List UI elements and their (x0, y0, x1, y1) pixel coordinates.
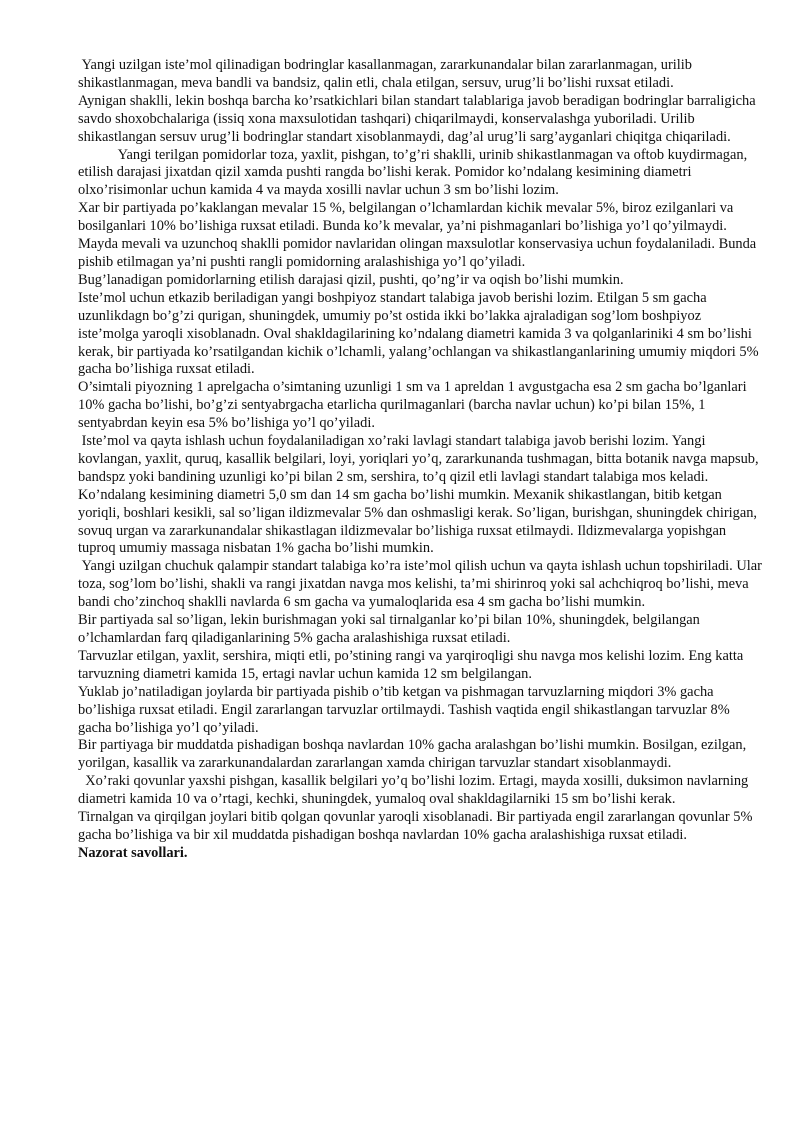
section-heading: Nazorat savollari. (78, 844, 188, 861)
paragraph: Tarvuzlar etilgan, yaxlit, sershira, miqti etli, po’stining rangi va yarqiroqligi shu navga mos kelishi lozim. Eng katta tarvuzning diametri kamida 15, ertagi navlar uchun kamida 12 sm belgilangan. (78, 647, 747, 682)
paragraph: Aynigan shaklli, lekin boshqa barcha ko’rsatkichlari bilan standart talablariga javob beradigan bodringlar barraligicha savdo shoxobchalariga (issiq xona maxsulotidan tashqari) chiqarilmaydi, konservalashga yuboriladi. Urilib shikastlangan sersuv urug’li bodringlar standart xisoblanmaydi, dag’al urug’li sarg’ayganlari chiqitga chiqariladi. (78, 92, 760, 145)
paragraph: Bug’lanadigan pomidorlarning etilish darajasi qizil, pushti, qo’ng’ir va oqish bo’lishi mumkin. (78, 271, 624, 288)
paragraph: Mayda mevali va uzunchoq shaklli pomidor navlaridan olingan maxsulotlar konservasiya uchun foydalaniladi. Bunda pishib etilmagan ya’ni pushti rangli pomidorning aralashishiga yo’l qo’yiladi. (78, 236, 760, 270)
paragraph: Yangi terilgan pomidorlar toza, yaxlit, pishgan, to’g’ri shaklli, urinib shikastlanmagan va oftob kuydirmagan, etilish darajasi jixatdan qizil xamda pushti rangda bo’lishi kerak. Pomidor ko’ndalang kesimining diametri olxo’risimonlar uchun kamida 4 va mayda xosilli navlar uchun 3 sm bo’lishi lozim. (78, 146, 751, 199)
paragraph: Xo’raki qovunlar yaxshi pishgan, kasallik belgilari yo’q bo’lishi lozim. Ertagi, mayda xosilli, duksimon navlarning diametri kamida 10 va o’rtagi, kechki, shuningdek, yumaloq oval shakldagilarniki 15 sm bo’lishi kerak. (78, 773, 752, 808)
paragraph: Bir partiyada sal so’ligan, lekin burishmagan yoki sal tirnalganlar ko’pi bilan 10%, shuningdek, belgilangan o’lchamlardan farq qiladiganlarining 5% gacha aralashishiga ruxsat etiladi. (78, 612, 704, 646)
paragraph: Xar bir partiyada po’kaklangan mevalar 15 %, belgilangan o’lchamlardan kichik mevalar 5%, biroz ezilganlari va bosilganlari 10% bo’lishiga ruxsat etiladi. Bunda ko’k mevalar, ya’ni pishmaganlari bo’lishiga yo’l qo’yilmaydi. (78, 200, 737, 235)
paragraph: Tirnalgan va qirqilgan joylari bitib qolgan qovunlar yaroqli xisoblanadi. Bir partiyada engil zararlangan qovunlar 5% gacha bo’lishiga va bir xil muddatda pishadigan boshqa navlardan 10% gacha aralashishiga ruxsat etiladi. (78, 809, 757, 843)
paragraph: Yangi uzilgan chuchuk qalampir standart talabiga ko’ra iste’mol qilish uchun va qayta ishlash uchun topshiriladi. Ular toza, sog’lom bo’lishi, shakli va rangi jixatdan navga mos kelishi, ta’mi shirinroq yoki sal achchiqroq bo’lishi, meva bandi cho’zinchoq shaklli navlarda 6 sm gacha va yumaloqlarida esa 4 sm gacha bo’lishi mumkin. (78, 558, 766, 611)
paragraph: O’simtali piyozning 1 aprelgacha o’simtaning uzunligi 1 sm va 1 apreldan 1 avgustgacha esa 2 sm gacha bo’lganlari 10% gacha bo’lishi, bo’g’zi sentyabrgacha etarlicha qurilmaganlari (barcha navlar uchun) ko’pi bilan 15%, 1 sentyabrdan keyin esa 5% bo’lishiga yo’l qo’yiladi. (78, 379, 751, 432)
paragraph: Bir partiyaga bir muddatda pishadigan boshqa navlardan 10% gacha aralashgan bo’lishi mumkin. Bosilgan, ezilgan, yorilgan, kasallik va zararkunandalardan zararlangan xamda chirigan tarvuzlar standart xisoblanmaydi. (78, 737, 750, 772)
paragraph: Iste’mol va qayta ishlash uchun foydalaniladigan xo’raki lavlagi standart talabiga javob berishi lozim. Yangi kovlangan, yaxlit, quruq, kasallik belgilari, loyi, yoriqlari yo’q, zararkunanda tushmagan, bitta botanik navga mapsub, bandspz yoki bandining uzunligi ko’pi bilan 2 sm, sershira, to’q qizil etli lavlagi standart talabiga mos keladi. (78, 433, 763, 485)
paragraph: Iste’mol uchun etkazib beriladigan yangi boshpiyoz standart talabiga javob berishi lozim. Etilgan 5 sm gacha uzunlikdagn bo’g’zi qurigan, shuningdek, umumiy po’st ostida ikki bo’lakka ajraladigan sog’lom boshpiyoz iste’molga yaroqli xisoblanadn. Oval shakldagilarining ko’ndalang diametri kamida 3 va qolganlariniki 4 sm bo’lishi kerak, bir partiyada ko’rsatilgandan kichik o’lchamli, yalang’ochlangan va shikastlanganlarining umumiy miqdori 5% gacha bo’lishiga ruxsat etiladi. (78, 289, 763, 378)
paragraph: Yangi uzilgan iste’mol qilinadigan bodringlar kasallanmagan, zararkunandalar bilan zararlanmagan, urilib shikastlanmagan, meva bandli va bandsiz, qalin etli, chala etilgan, sersuv, urug’li bo’lishi ruxsat etiladi. (78, 57, 696, 91)
paragraph: Yuklab jo’natiladigan joylarda bir partiyada pishib o’tib ketgan va pishmagan tarvuzlarning miqdori 3% gacha bo’lishiga ruxsat etiladi. Engil zararlangan tarvuzlar ortilmaydi. Tashish vaqtida engil shikastlangan tarvuzlar 8% gacha bo’lishiga yo’l qo’yiladi. (78, 683, 734, 736)
paragraph: Ko’ndalang kesimining diametri 5,0 sm dan 14 sm gacha bo’lishi mumkin. Mexanik shikastlangan, bitib ketgan yoriqli, boshlari kesikli, sal so’ligan ildizmevalar 5% dan oshmasligi kerak. So’ligan, burishgan, shuningdek chirigan, sovuq urgan va zararkunandalar shikastlagan ildizmevalar bo’lishiga ruxsat etilmaydi. Ildizmevalarga yopishgan tuproq umumiy massaga nisbatan 1% gacha bo’lishi mumkin. (78, 486, 761, 557)
